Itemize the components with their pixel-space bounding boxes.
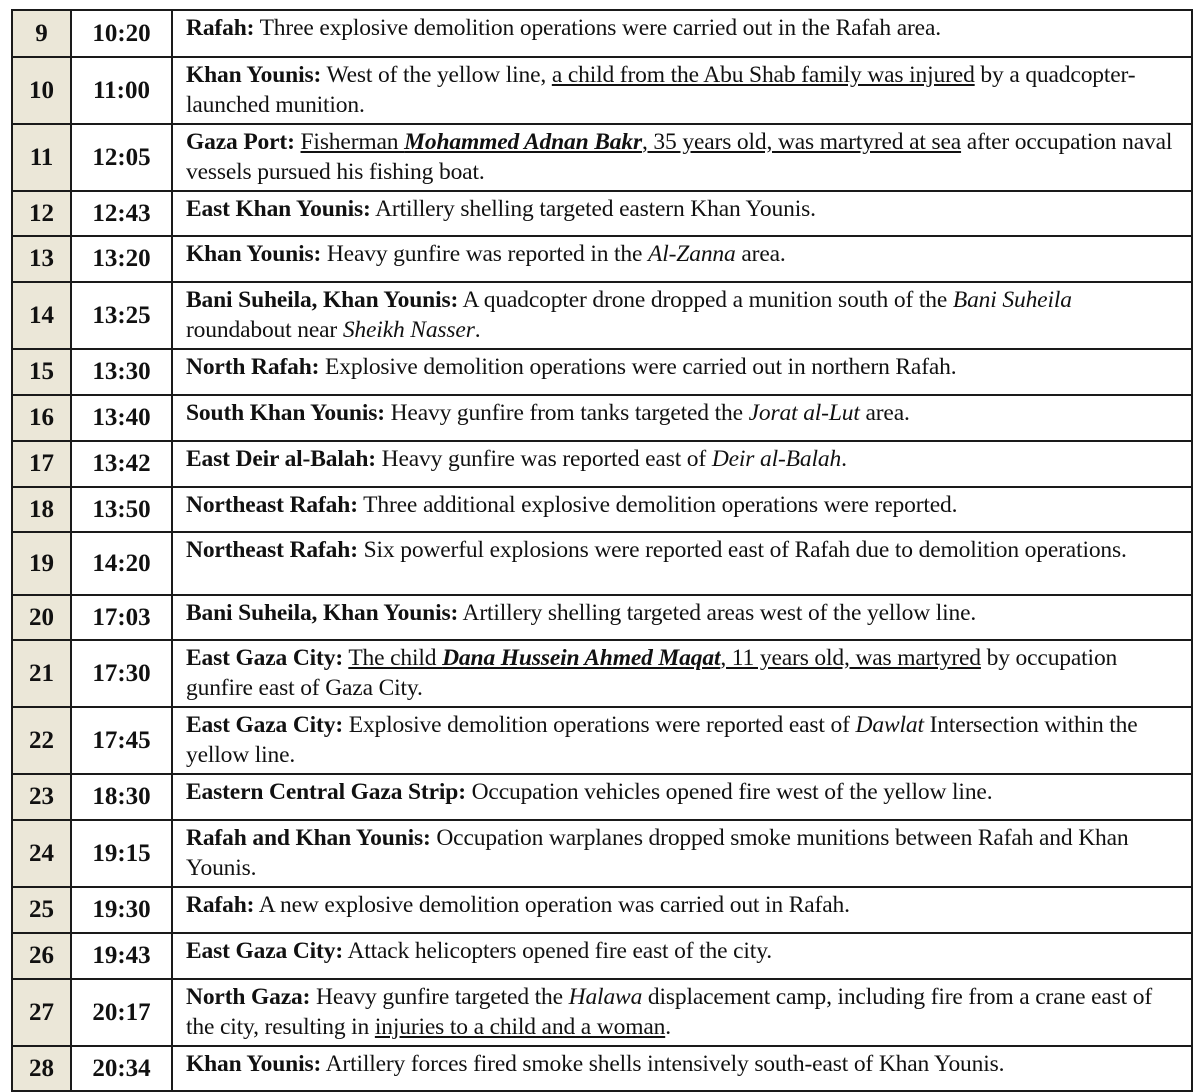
entry-text-segment: Artillery shelling targeted areas west of the yellow line. bbox=[458, 600, 977, 626]
entry-text-segment: Explosive demolition operations were reported east of bbox=[343, 712, 856, 738]
entry-description bbox=[172, 191, 1192, 236]
entry-number: 26 bbox=[12, 933, 71, 979]
entry-description bbox=[172, 349, 1192, 395]
entry-time: 12:43 bbox=[71, 191, 172, 236]
table-row bbox=[12, 10, 1192, 57]
entry-number: 23 bbox=[12, 774, 71, 820]
entry-text-segment: Attack helicopters opened fire east of the city. bbox=[343, 938, 772, 964]
entry-description bbox=[172, 1046, 1192, 1091]
table-row bbox=[12, 979, 1192, 1046]
entry-description bbox=[172, 640, 1192, 707]
entry-text-segment: Three explosive demolition operations were carried out in the Rafah area. bbox=[254, 15, 941, 41]
entry-text-segment: by occupation gunfire east of Gaza City. bbox=[186, 645, 1118, 701]
entry-location: Rafah: bbox=[186, 15, 255, 41]
entry-time: 19:15 bbox=[71, 820, 172, 887]
incident-log-body bbox=[12, 10, 1192, 1091]
entry-text-segment: Halawa bbox=[568, 984, 643, 1010]
entry-time: 17:45 bbox=[71, 707, 172, 774]
entry-number: 13 bbox=[12, 236, 71, 282]
entry-text-segment: . bbox=[474, 317, 481, 343]
entry-description bbox=[172, 236, 1192, 282]
entry-description bbox=[172, 395, 1192, 441]
entry-time: 20:17 bbox=[71, 979, 172, 1046]
entry-location: East Gaza City: bbox=[186, 712, 344, 738]
entry-description bbox=[172, 487, 1192, 532]
entry-description bbox=[172, 282, 1192, 349]
entry-time: 20:34 bbox=[71, 1046, 172, 1091]
entry-number: 15 bbox=[12, 349, 71, 395]
entry-description bbox=[172, 10, 1192, 57]
entry-description bbox=[172, 595, 1192, 640]
entry-text-segment: displacement camp, including fire from a crane east of the city, resulting in bbox=[186, 984, 1153, 1040]
entry-number: 25 bbox=[12, 887, 71, 933]
entry-location: Bani Suheila, Khan Younis: bbox=[186, 287, 459, 313]
table-row bbox=[12, 820, 1192, 887]
entry-location: North Rafah: bbox=[186, 354, 320, 380]
table-row bbox=[12, 57, 1192, 124]
table-row bbox=[12, 933, 1192, 979]
table-row bbox=[12, 487, 1192, 532]
entry-text-segment: Mohammed Adnan Bakr bbox=[404, 129, 642, 155]
table-row bbox=[12, 532, 1192, 595]
table-row bbox=[12, 595, 1192, 640]
entry-description bbox=[172, 707, 1192, 774]
entry-text-segment: after occupation naval vessels pursued his fishing boat. bbox=[186, 129, 1173, 185]
entry-text-segment: The child bbox=[348, 645, 443, 671]
entry-text-segment: A new explosive demolition operation was carried out in Rafah. bbox=[254, 892, 850, 918]
entry-location: Eastern Central Gaza Strip: bbox=[186, 779, 466, 805]
entry-text-segment: Intersection within the yellow line. bbox=[186, 712, 1138, 768]
entry-time: 13:20 bbox=[71, 236, 172, 282]
entry-number: 20 bbox=[12, 595, 71, 640]
table-row bbox=[12, 191, 1192, 236]
entry-text-segment: Six powerful explosions were reported east of Rafah due to demolition operations. bbox=[357, 537, 1127, 563]
entry-time: 13:30 bbox=[71, 349, 172, 395]
entry-description bbox=[172, 933, 1192, 979]
entry-text-segment: Deir al-Balah bbox=[711, 446, 842, 472]
entry-number: 24 bbox=[12, 820, 71, 887]
entry-location: East Gaza City: bbox=[186, 645, 344, 671]
entry-description bbox=[172, 820, 1192, 887]
entry-text-segment: Dawlat bbox=[855, 712, 924, 738]
entry-location: Northeast Rafah: bbox=[186, 537, 358, 563]
table-row bbox=[12, 282, 1192, 349]
entry-text-segment: Dana Hussein Ahmed Maqat bbox=[442, 645, 721, 671]
entry-number: 27 bbox=[12, 979, 71, 1046]
entry-location: North Gaza: bbox=[186, 984, 311, 1010]
entry-text-segment: area. bbox=[735, 241, 786, 267]
entry-description bbox=[172, 979, 1192, 1046]
entry-location: Khan Younis: bbox=[186, 62, 322, 88]
entry-text-segment: Occupation warplanes dropped smoke munitions between Rafah and Khan Younis. bbox=[186, 825, 1129, 881]
entry-location: East Khan Younis: bbox=[186, 196, 371, 222]
entry-text-segment: . bbox=[665, 1014, 671, 1040]
entry-number: 22 bbox=[12, 707, 71, 774]
entry-text-segment: Artillery shelling targeted eastern Khan Younis. bbox=[370, 196, 816, 222]
entry-text-segment: Occupation vehicles opened fire west of the yellow line. bbox=[465, 779, 993, 805]
entry-location: Rafah and Khan Younis: bbox=[186, 825, 431, 851]
entry-location: Gaza Port: bbox=[186, 129, 295, 155]
entry-text-segment: Explosive demolition operations were carried out in northern Rafah. bbox=[319, 354, 957, 380]
entry-text-segment: , 11 years old, was martyred bbox=[720, 645, 981, 671]
entry-text-segment: A quadcopter drone dropped a munition south of the bbox=[458, 287, 953, 313]
entry-text-segment: roundabout near bbox=[186, 317, 343, 343]
table-row bbox=[12, 441, 1192, 487]
entry-number: 28 bbox=[12, 1046, 71, 1091]
entry-text-segment: area. bbox=[859, 400, 910, 426]
entry-text-segment: , 35 years old, was martyred at sea bbox=[641, 129, 962, 155]
entry-number: 17 bbox=[12, 441, 71, 487]
entry-text-segment: Heavy gunfire from tanks targeted the bbox=[384, 400, 749, 426]
entry-time: 13:50 bbox=[71, 487, 172, 532]
entry-number: 9 bbox=[12, 10, 71, 57]
entry-number: 21 bbox=[12, 640, 71, 707]
entry-text-segment: Heavy gunfire targeted the bbox=[310, 984, 569, 1010]
entry-location: South Khan Younis: bbox=[186, 400, 385, 426]
entry-number: 12 bbox=[12, 191, 71, 236]
entry-time: 12:05 bbox=[71, 124, 172, 191]
entry-location: Khan Younis: bbox=[186, 241, 322, 267]
table-row bbox=[12, 1046, 1192, 1091]
table-row bbox=[12, 640, 1192, 707]
entry-text-segment: West of the yellow line, bbox=[321, 62, 552, 88]
entry-text-segment: Fisherman bbox=[300, 129, 405, 155]
entry-text-segment: injuries to a child and a woman bbox=[374, 1014, 666, 1040]
entry-time: 13:25 bbox=[71, 282, 172, 349]
entry-text-segment: by a quadcopter-launched munition. bbox=[186, 62, 1136, 118]
entry-location: Rafah: bbox=[186, 892, 255, 918]
entry-number: 10 bbox=[12, 57, 71, 124]
entry-time: 13:42 bbox=[71, 441, 172, 487]
entry-text-segment: . bbox=[841, 446, 847, 472]
incident-log-table bbox=[11, 9, 1193, 1092]
entry-number: 18 bbox=[12, 487, 71, 532]
entry-time: 17:03 bbox=[71, 595, 172, 640]
table-row bbox=[12, 395, 1192, 441]
entry-location: East Gaza City: bbox=[186, 938, 344, 964]
entry-time: 13:40 bbox=[71, 395, 172, 441]
entry-time: 19:30 bbox=[71, 887, 172, 933]
entry-location: Bani Suheila, Khan Younis: bbox=[186, 600, 459, 626]
table-row bbox=[12, 236, 1192, 282]
entry-location: Khan Younis: bbox=[186, 1051, 322, 1077]
entry-text-segment: Heavy gunfire was reported in the bbox=[321, 241, 649, 267]
table-row bbox=[12, 774, 1192, 820]
entry-text-segment: Sheikh Nasser bbox=[342, 317, 475, 343]
entry-time: 18:30 bbox=[71, 774, 172, 820]
entry-text-segment: Bani Suheila bbox=[952, 287, 1072, 313]
table-row bbox=[12, 707, 1192, 774]
entry-time: 14:20 bbox=[71, 532, 172, 595]
entry-text-segment: Jorat al-Lut bbox=[748, 400, 860, 426]
entry-number: 14 bbox=[12, 282, 71, 349]
entry-location: Northeast Rafah: bbox=[186, 492, 358, 518]
entry-description bbox=[172, 57, 1192, 124]
entry-description bbox=[172, 441, 1192, 487]
entry-text-segment: a child from the Abu Shab family was injured bbox=[551, 62, 975, 88]
entry-time: 19:43 bbox=[71, 933, 172, 979]
entry-description bbox=[172, 774, 1192, 820]
entry-text-segment: Al-Zanna bbox=[648, 241, 736, 267]
entry-location: East Deir al-Balah: bbox=[186, 446, 376, 472]
entry-description bbox=[172, 124, 1192, 191]
entry-description bbox=[172, 887, 1192, 933]
entry-text-segment: Heavy gunfire was reported east of bbox=[375, 446, 712, 472]
table-row bbox=[12, 349, 1192, 395]
entry-text-segment: Three additional explosive demolition operations were reported. bbox=[357, 492, 958, 518]
entry-number: 16 bbox=[12, 395, 71, 441]
entry-number: 19 bbox=[12, 532, 71, 595]
entry-time: 10:20 bbox=[71, 10, 172, 57]
entry-time: 17:30 bbox=[71, 640, 172, 707]
entry-number: 11 bbox=[12, 124, 71, 191]
table-row bbox=[12, 124, 1192, 191]
entry-text-segment: Artillery forces fired smoke shells intensively south-east of Khan Younis. bbox=[321, 1051, 1005, 1077]
entry-time: 11:00 bbox=[71, 57, 172, 124]
entry-description bbox=[172, 532, 1192, 595]
table-row bbox=[12, 887, 1192, 933]
